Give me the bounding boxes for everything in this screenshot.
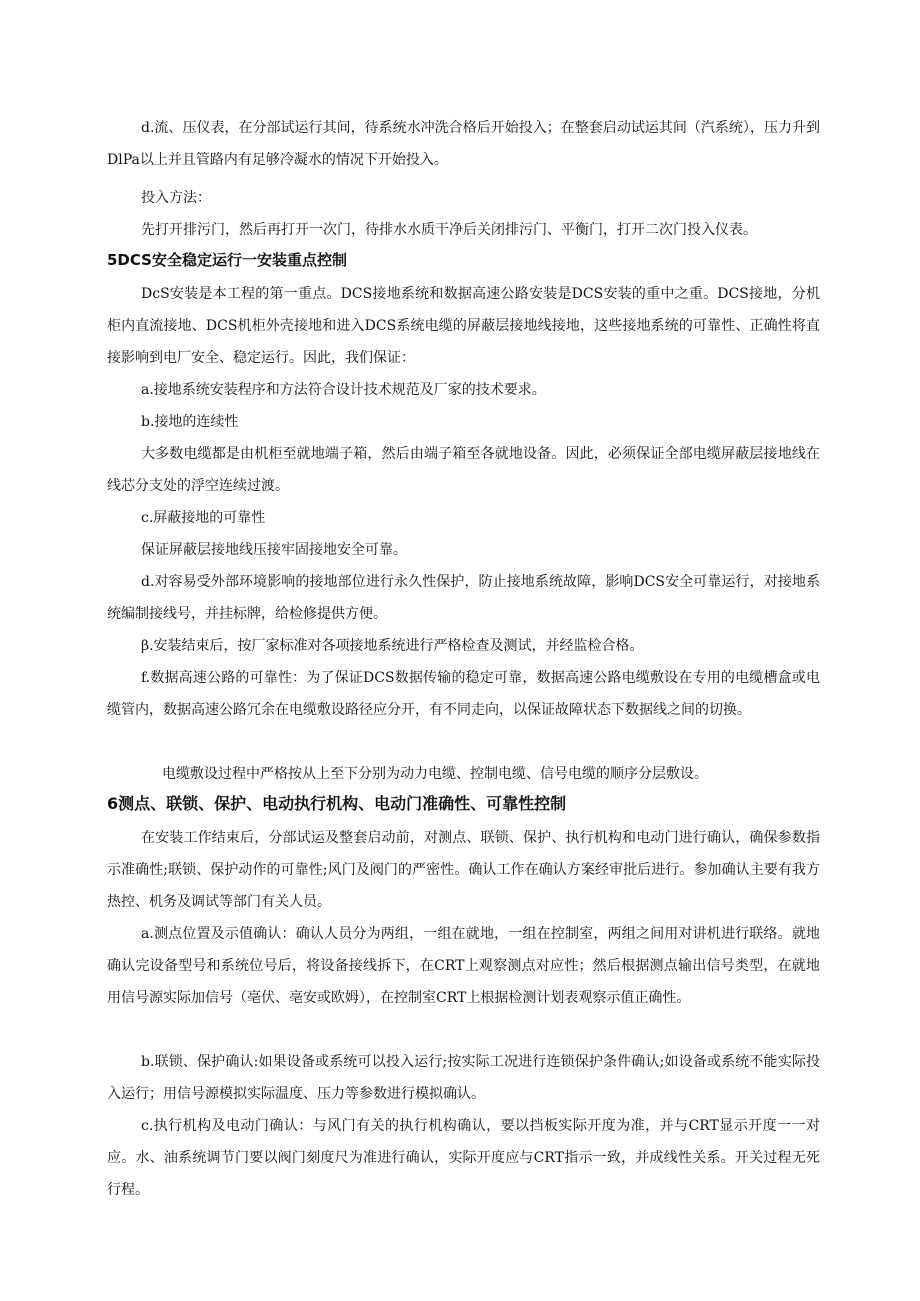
paragraph-continuity-detail: 大多数电缆都是由机柜至就地端子箱，然后由端子箱至各就地设备。因此，必须保证全部电缆屏蔽层接地线在线芯分支处的浮空连续过渡。 — [107, 446, 820, 494]
paragraph-dcs-intro: DcS安装是本工程的第一重点。DCS接地系统和数据高速公路安装是DCS安装的重中之重。DCS接地，分机柜内直流接地、DCS机柜外壳接地和进入DCS系统电缆的屏蔽层接地线接地，这些接地系统的可靠性、正确性将直接影响到电厂安全、稳定运行。因此，我们保证： — [107, 286, 820, 366]
paragraph-method-steps: 先打开排污门，然后再打开一次门，待排水水质干净后关闭排污门、平衡门，打开二次门投入仪表。 — [141, 222, 757, 238]
paragraph-item-f: f.数据高速公路的可靠性：为了保证DCS数据传输的稳定可靠，数据高速公路电缆敷设在专用的电缆槽盒或电缆管内，数据高速公路冗余在电缆敷设路径应分开，有不同走向，以保证故障状态下数据线之间的切换。 — [107, 670, 820, 718]
paragraph-confirmation-intro: 在安装工作结束后，分部试运及整套启动前，对测点、联锁、保护、执行机构和电动门进行确认，确保参数指示准确性;联锁、保护动作的可靠性;风门及阀门的严密性。确认工作在确认方案经审批后进行。参加确认主要有我方热控、机务及调试等部门有关人员。 — [107, 830, 820, 910]
paragraph-cable-laying: 电缆敷设过程中严格按从上至下分别为动力电缆、控制电缆、信号电缆的顺序分层敷设。 — [162, 766, 708, 782]
paragraph-item-c: c.屏蔽接地的可靠性 — [141, 510, 266, 526]
paragraph-confirm-a: a.测点位置及示值确认：确认人员分为两组，一组在就地，一组在控制室，两组之间用对讲机进行联络。就地确认完设备型号和系统位号后，将设备接线拆下，在CRT上观察测点对应性；然后根据测点输出信号类型，在就地用信号源实际加信号（亳伏、亳安或欧姆），在控制室CRT上根据检测计划表观察示值正确性。 — [107, 926, 820, 1006]
paragraph-confirm-b: b.联锁、保护确认:如果设备或系统可以投入运行;按实际工况进行连锁保护条件确认;如设备或系统不能实际投入运行；用信号源模拟实际温度、压力等参数进行模拟确认。 — [107, 1054, 820, 1102]
paragraph-confirm-c: c.执行机构及电动门确认：与风门有关的执行机构确认，要以挡板实际开度为准，并与CRT显示开度一一对应。水、油系统调节门要以阀门刻度尺为准进行确认，实际开度应与CRT指示一致，并成线性关系。开关过程无死行程。 — [107, 1118, 820, 1198]
paragraph-item-d: d.对容易受外部环境影响的接地部位进行永久性保护，防止接地系统故障，影响DCS安全可靠运行，对接地系统编制接线号，并挂标牌，给检修提供方便。 — [107, 574, 820, 622]
paragraph-method-label: 投入方法： — [141, 190, 211, 206]
paragraph-item-a: a.接地系统安装程序和方法符合设计技术规范及厂家的技术要求。 — [141, 382, 546, 398]
section-heading-5: 5DCS安全稳定运行一安装重点控制 — [107, 251, 347, 269]
paragraph-instrument-commissioning: d.流、压仪表，在分部试运行其间，待系统水冲洗合格后开始投入；在整套启动试运其间（汽系统），压力升到DlPa以上并且管路内有足够冷凝水的情况下开始投入。 — [107, 120, 820, 168]
paragraph-item-e: β.安装结束后，按厂家标准对各项接地系统进行严格检查及测试，并经监检合格。 — [141, 638, 644, 654]
paragraph-item-b: b.接地的连续性 — [141, 414, 239, 430]
section-heading-6: 6测点、联锁、保护、电动执行机构、电动门准确性、可靠性控制 — [107, 794, 567, 813]
paragraph-shield-detail: 保证屏蔽层接地线压接牢固接地安全可靠。 — [141, 542, 407, 558]
